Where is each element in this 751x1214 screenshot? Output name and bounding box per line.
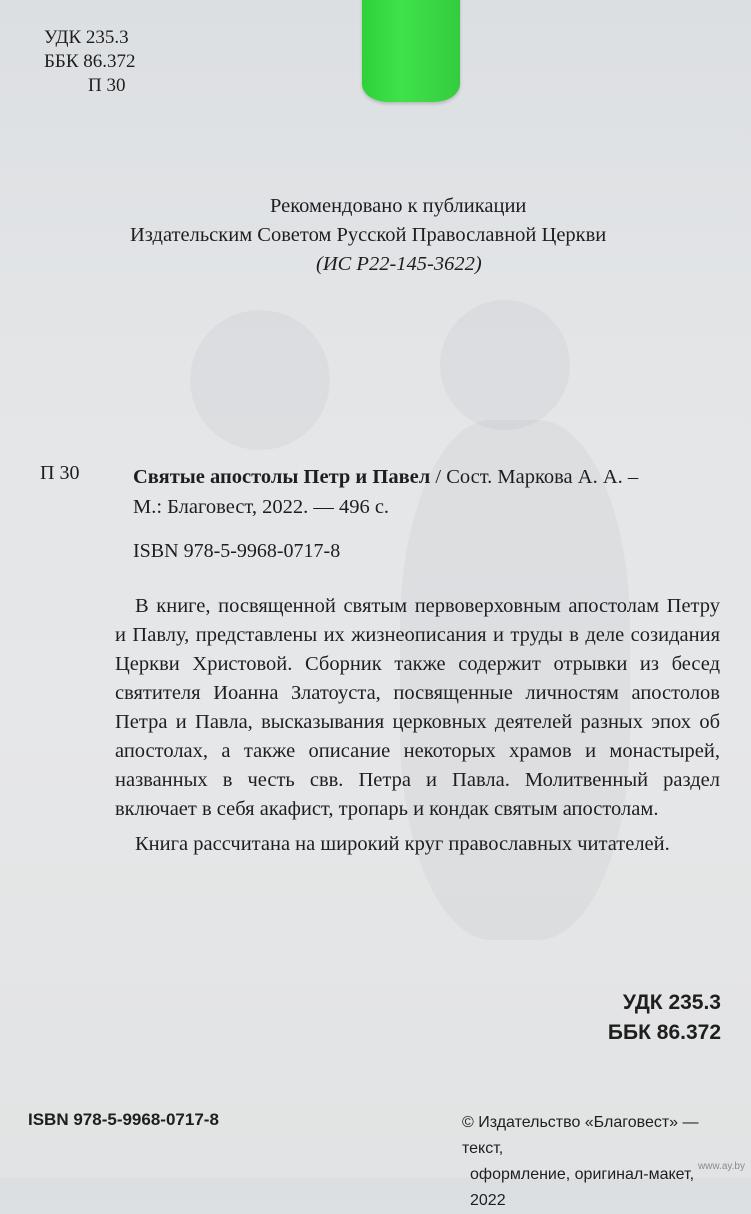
showthrough-halo-right bbox=[440, 300, 570, 430]
copyright-line-2: оформление, оригинал-макет, 2022 bbox=[470, 1166, 695, 1209]
green-bookmark bbox=[362, 0, 460, 102]
isbn-record: ISBN 978-5-9968-0717-8 bbox=[133, 540, 341, 562]
imprint: М.: Благовест, 2022. — 496 с. bbox=[133, 496, 390, 518]
udk-code: УДК 235.3 bbox=[44, 27, 129, 48]
udk-code-bottom: УДК 235.3 bbox=[622, 991, 721, 1014]
site-watermark: www.ay.by bbox=[697, 1161, 745, 1172]
isbn-footer: ISBN 978-5-9968-0717-8 bbox=[28, 1110, 219, 1129]
book-title: Святые апостолы Петр и Павел bbox=[133, 466, 431, 488]
annotation bbox=[115, 592, 720, 859]
classification-codes-bottom bbox=[608, 988, 721, 1048]
copyright-line-1: © Издательство «Благовест» — текст, bbox=[462, 1114, 699, 1157]
bbk-code: ББК 86.372 bbox=[44, 51, 136, 72]
copyright-notice bbox=[462, 1110, 732, 1214]
compiler: / Сост. Маркова А. А. – bbox=[430, 466, 639, 488]
showthrough-halo-left bbox=[190, 310, 330, 450]
publication-recommendation bbox=[130, 192, 700, 279]
recommendation-number: (ИС Р22-145-3622) bbox=[316, 253, 482, 275]
recommendation-line-1: Рекомендовано к публикации bbox=[270, 195, 527, 217]
classification-codes-top bbox=[44, 26, 136, 98]
bibliographic-record bbox=[133, 462, 718, 522]
bbk-code-bottom: ББК 86.372 bbox=[607, 1021, 721, 1044]
author-mark: П 30 bbox=[88, 75, 126, 96]
bibliographic-author-mark: П 30 bbox=[40, 462, 80, 484]
annotation-paragraph-2: Книга рассчитана на широкий круг православных читателей. bbox=[135, 833, 670, 855]
recommendation-line-2: Издательским Советом Русской Православной Церкви bbox=[130, 224, 607, 246]
annotation-paragraph-1: В книге, посвященной святым первоверховным апостолам Петру и Павлу, представлены их жизнеописания и труды в деле созидания Церкви Христовой. Сборник также содержит отрывки из бесед святителя Иоанна Златоуста, посвященные личностям апостолов Петра и Павла, высказывания церковных деятелей разных эпох об апостолах, а также описание некоторых храмов и монастырей, названных в честь свв. Петра и Павла. Молитвенный раздел включает в себя акафист, тропарь и кондак святым апостолам. bbox=[115, 595, 720, 820]
bibliographic-line-1 bbox=[133, 462, 718, 492]
